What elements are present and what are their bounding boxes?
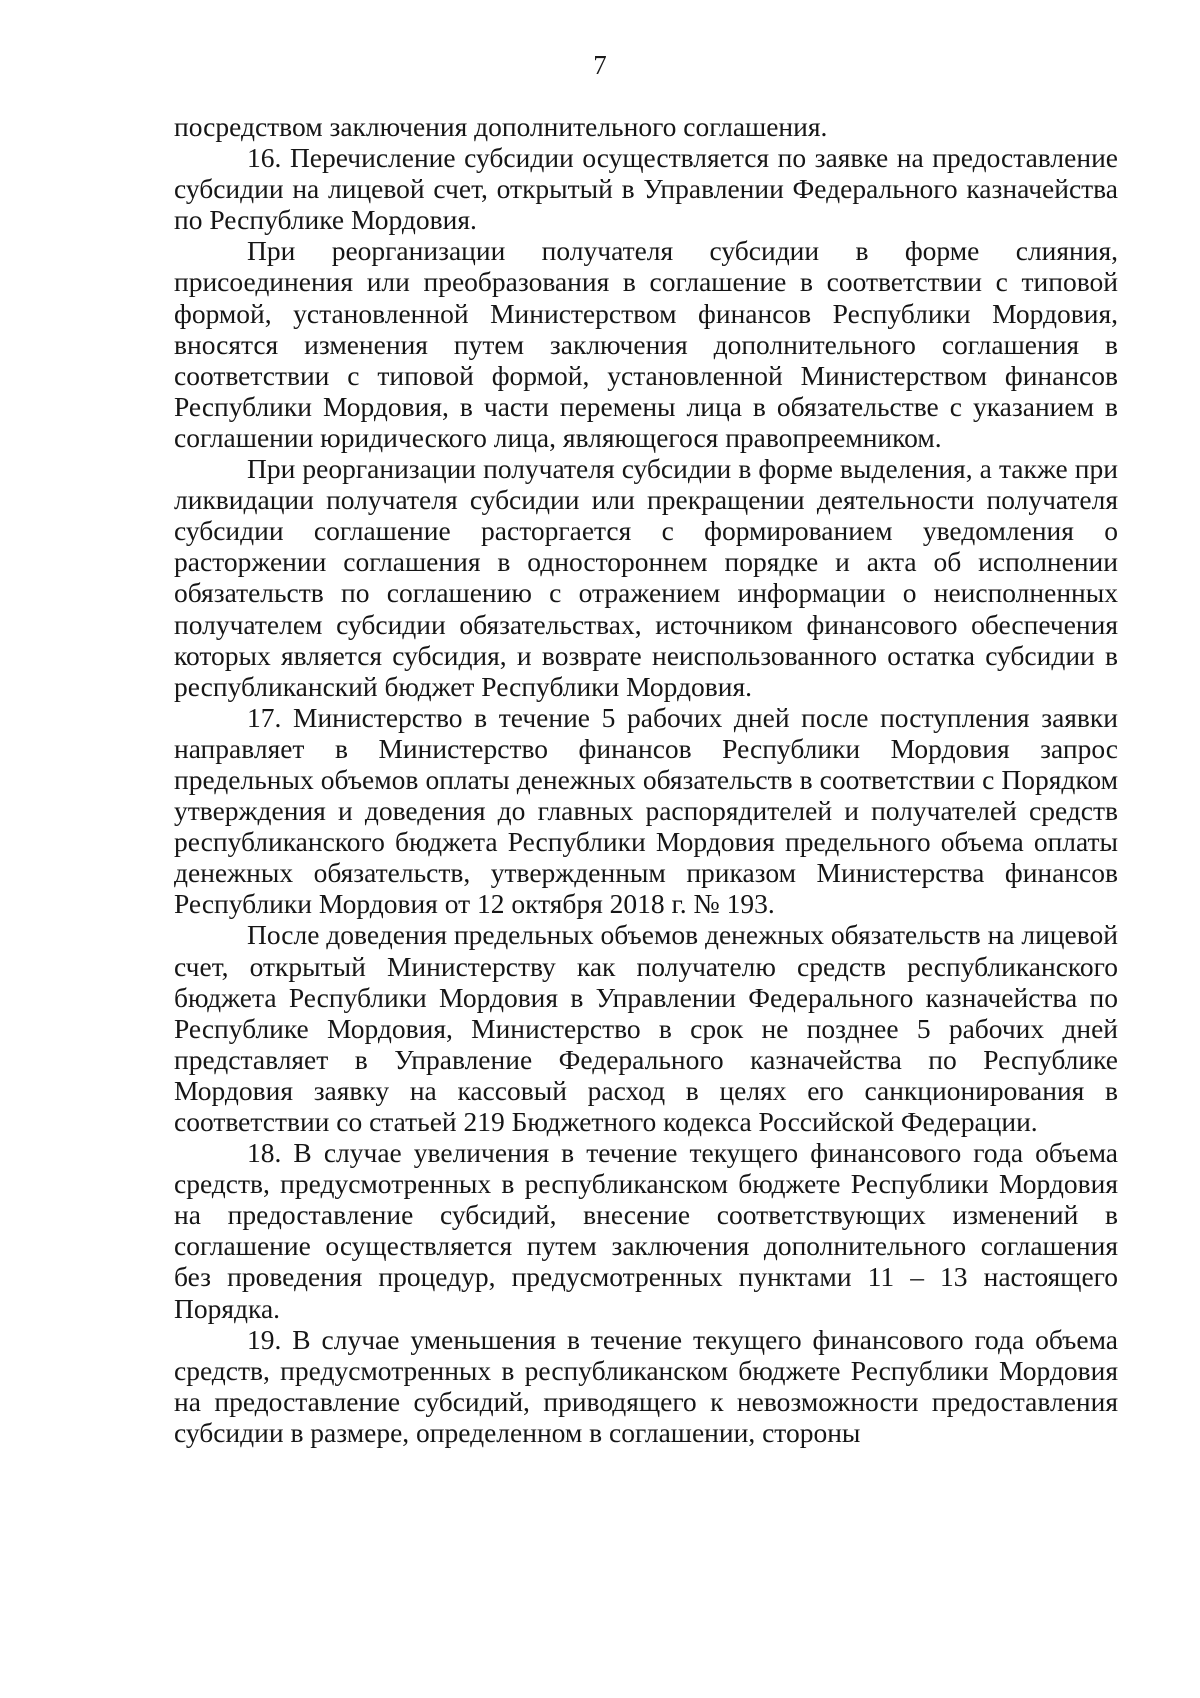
document-body (174, 111, 1118, 1448)
page-number: 7 (593, 50, 607, 80)
paragraph-item-16: 16. Перечисление субсидии осуществляется по заявке на предоставление субсидии на лицевой счет, открытый в Управлении Федерального казначейства по Республике Мордовия. (174, 142, 1118, 236)
paragraph-cash-limits: После доведения предельных объемов денежных обязательств на лицевой счет, открытый Министерству как получателю средств республиканского бюджета Республики Мордовия в Управлении Федерального казначейства по Республике Мордовия, Министерство в срок не позднее 5 рабочих дней представляет в Управление Федерального казначейства по Республике Мордовия заявку на кассовый расход в целях его санкционирования в соответствии со статьей 219 Бюджетного кодекса Российской Федерации. (174, 919, 1118, 1137)
paragraph-continuation: посредством заключения дополнительного соглашения. (174, 111, 828, 142)
paragraph-reorganization-merger: При реорганизации получателя субсидии в форме слияния, присоединения или преобразования в соглашение в соответствии с типовой формой, установленной Министерством финансов Республики Мордовия, вносятся изменения путем заключения дополнительного соглашения в соответствии с типовой формой, установленной Министерством финансов Республики Мордовия, в части перемены лица в обязательстве с указанием в соглашении юридического лица, являющегося правопреемником. (174, 235, 1118, 453)
paragraph-item-18: 18. В случае увеличения в течение текущего финансового года объема средств, предусмотренных в республиканском бюджете Республики Мордовия на предоставление субсидий, внесение соответствующих изменений в соглашение осуществляется путем заключения дополнительного соглашения без проведения процедур, предусмотренных пунктами 11 – 13 настоящего Порядка. (174, 1137, 1118, 1324)
paragraph-item-17: 17. Министерство в течение 5 рабочих дней после поступления заявки направляет в Министерство финансов Республики Мордовия запрос предельных объемов оплаты денежных обязательств в соответствии с Порядком утверждения и доведения до главных распорядителей и получателей средств республиканского бюджета Республики Мордовия предельного объема оплаты денежных обязательств, утвержденным приказом Министерства финансов Республики Мордовия от 12 октября 2018 г. № 193. (174, 701, 1118, 920)
paragraph-reorganization-separation: При реорганизации получателя субсидии в форме выделения, а также при ликвидации получателя субсидии или прекращении деятельности получателя субсидии соглашение расторгается с формированием уведомления о расторжении соглашения в одностороннем порядке и акта об исполнении обязательств по соглашению с отражением информации о неисполненных получателем субсидии обязательствах, источником финансового обеспечения которых является субсидия, и возврате неиспользованного остатка субсидии в республиканский бюджет Республики Мордовия. (174, 453, 1118, 702)
paragraph-item-19: 19. В случае уменьшения в течение текущего финансового года объема средств, предусмотренных в республиканском бюджете Республики Мордовия на предоставление субсидий, приводящего к невозможности предоставления субсидии в размере, определенном в соглашении, стороны (174, 1323, 1118, 1448)
